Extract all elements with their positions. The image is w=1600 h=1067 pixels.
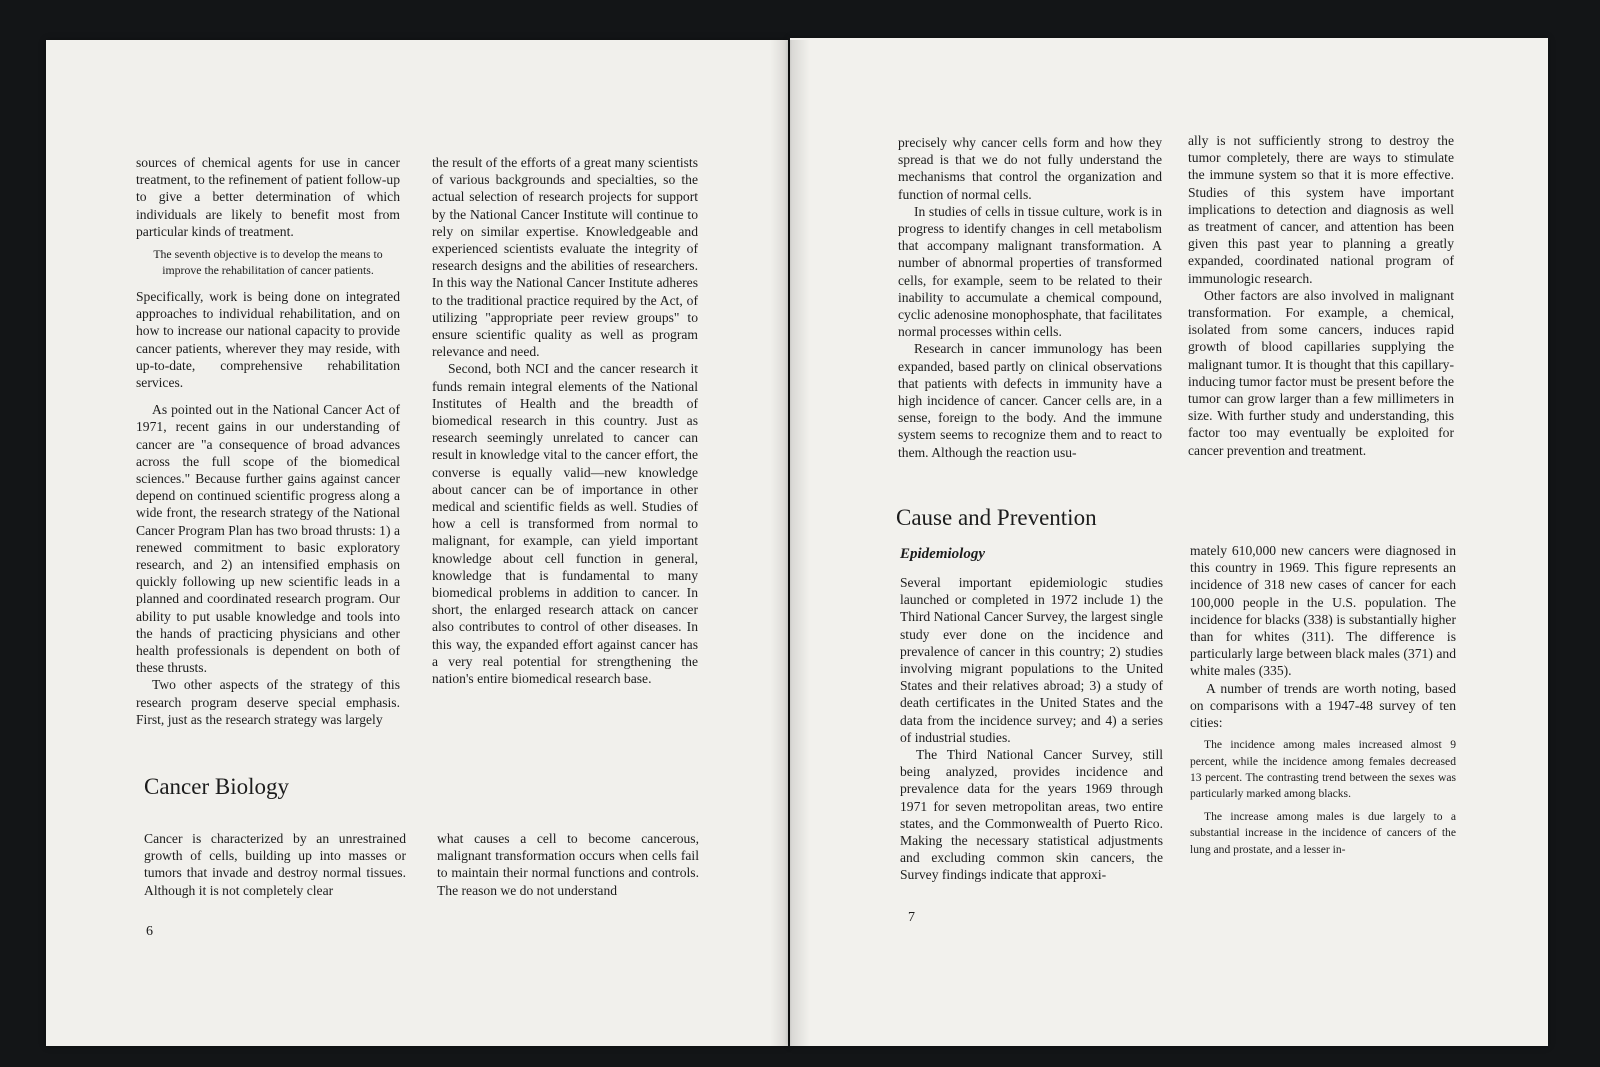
paragraph: Specifically, work is being done on integrated approaches to individual rehabilitation, and on how to increase our national capacity to provide cancer patients, wherever they may reside, with up-to-date, comprehensive rehabilitation services. — [136, 289, 400, 391]
left-page — [46, 40, 788, 1046]
right-page — [790, 38, 1548, 1046]
objective-statement: The seventh objective is to develop the means to improve the rehabilitation of cancer patients. — [153, 247, 383, 278]
right-bottom-column-1 — [900, 574, 1163, 884]
paragraph: what causes a cell to become cancerous, malignant transformation occurs when cells fail to maintain their normal functions and controls. The reason we do not understand — [437, 831, 699, 898]
paragraph: Second, both NCI and the cancer research it funds remain integral elements of the National Institutes of Health and the breadth of biomedical research in this country. Just as research seemingly unrelated to cancer can result in knowledge vital to the cancer effort, the converse is equally valid—new knowledge about cancer can be of importance in other medical and scientific fields as well. Studies of how a cell is transformed from normal to malignant, for example, can yield important knowledge about cell function in general, knowledge that is fundamental to many biomedical problems in addition to cancer. In short, the enlarged research attack on cancer also contributes to control of other diseases. In this way, the expanded effort against cancer has a very real potential for strengthening the nation's entire biomedical research base. — [432, 361, 698, 687]
paragraph: precisely why cancer cells form and how they spread is that we do not fully understand the mechanisms that control the organization and function of normal cells. — [898, 135, 1162, 202]
paragraph: The Third National Cancer Survey, still being analyzed, provides incidence and prevalence data for the years 1969 through 1971 for seven metropolitan areas, two entire states, and the Commonwealth of Puerto Rico. Making the necessary statistical adjustments and excluding common skin cancers, the Survey findings indicate that approxi- — [900, 747, 1163, 883]
paragraph: Cancer is characterized by an unrestrained growth of cells, building up into masses or tumors that invade and destroy normal tissues. Although it is not completely clear — [144, 831, 406, 898]
page-number: 7 — [908, 910, 915, 925]
page-number: 6 — [146, 924, 153, 939]
left-column-1 — [136, 154, 400, 728]
paragraph: Several important epidemiologic studies launched or completed in 1972 include 1) the Third National Cancer Survey, the largest single study ever done on the incidence and prevalence of cancer in this country; 2) studies involving migrant populations to the United States and their relatives abroad; 3) a study of death certificates in the United States and the data from the incidence survey; and 4) a series of industrial studies. — [900, 575, 1163, 745]
section-heading-cause-and-prevention: Cause and Prevention — [896, 505, 1097, 530]
paragraph: As pointed out in the National Cancer Act of 1971, recent gains in our understanding of cancer are "a consequence of broad advances across the full scope of the biomedical sciences." Because further gains against cancer depend on continued scientific progress along a wide front, the research strategy of the National Cancer Program Plan has two broad thrusts: 1) a renewed commitment to basic exploratory research, and 2) an intensified emphasis on quickly following up new scientific leads in a planned and coordinated research program. Our ability to put usable knowledge and tools into the hands of practicing physicians and other health professionals is dependent on both of these thrusts. — [136, 402, 400, 676]
paragraph: Other factors are also involved in malignant transformation. For example, a chemical, isolated from some cancers, induces rapid growth of blood capillaries supplying the malignant tumor. It is thought that this capillary-inducing tumor factor must be present before the tumor can grow larger than a few millimeters in size. With further study and understanding, this factor too may eventually be exploited for cancer prevention and treatment. — [1188, 287, 1454, 458]
right-column-1 — [898, 134, 1162, 461]
paragraph: ally is not sufficiently strong to destroy the tumor completely, there are ways to stimulate the immune system so that it is more effective. Studies of this system have important implications to detection and diagnosis as well as treatment of cancer, and attention has been given this past year to planning a greatly expanded, coordinated national program of immunologic research. — [1188, 133, 1454, 286]
paragraph: Two other aspects of the strategy of this research program deserve special emphasis. First, just as the research strategy was largely — [136, 677, 400, 727]
paragraph: A number of trends are worth noting, based on comparisons with a 1947-48 survey of ten cities: — [1190, 680, 1456, 731]
quoted-finding: The increase among males is due largely to a substantial increase in the incidence of cancers of the lung and prostate, and a lesser in- — [1190, 809, 1456, 856]
paragraph: Research in cancer immunology has been expanded, based partly on clinical observations that patients with defects in immunity have a high incidence of cancer. Cancer cells are, in a sense, foreign to the body. And the immune system seems to recognize them and to react to them. Although the reaction usu- — [898, 341, 1162, 460]
paragraph: mately 610,000 new cancers were diagnosed in this country in 1969. This figure represents an incidence of 318 new cases of cancer for each 100,000 people in the U.S. population. The incidence for blacks (338) is substantially higher than for whites (311). The difference is particularly large between black males (371) and white males (335). — [1190, 543, 1456, 679]
left-bottom-column-2 — [437, 830, 699, 899]
right-column-2 — [1188, 132, 1454, 459]
paragraph: the result of the efforts of a great many scientists of various backgrounds and specialties, so the actual selection of research projects for support by the National Cancer Institute will continue to rely on similar expertise. Knowledgeable and experienced scientists evaluate the integrity of research designs and the abilities of researchers. In this way the National Cancer Institute adheres to the traditional practice required by the Act, of utilizing "appropriate peer review groups" to ensure scientific quality as well as program relevance and need. — [432, 155, 698, 360]
section-heading-cancer-biology: Cancer Biology — [144, 774, 289, 799]
paragraph: sources of chemical agents for use in cancer treatment, to the refinement of patient follow-up to give a better determination of which individuals are likely to benefit most from particular kinds of treatment. — [136, 155, 400, 239]
right-bottom-column-2 — [1190, 542, 1456, 864]
subheading-epidemiology: Epidemiology — [900, 546, 985, 562]
paragraph: In studies of cells in tissue culture, work is in progress to identify changes in cell metabolism that accompany malignant transformation. A number of abnormal properties of transformed cells, for example, seem to be related to their inability to accumulate a chemical compound, cyclic adenosine monophosphate, that facilitates normal processes within cells. — [898, 203, 1162, 340]
left-column-2 — [432, 154, 698, 687]
quoted-finding: The incidence among males increased almost 9 percent, while the incidence among females decreased 13 percent. The contrasting trend between the sexes was particularly marked among blacks. — [1190, 738, 1456, 801]
left-bottom-column-1 — [144, 830, 406, 899]
